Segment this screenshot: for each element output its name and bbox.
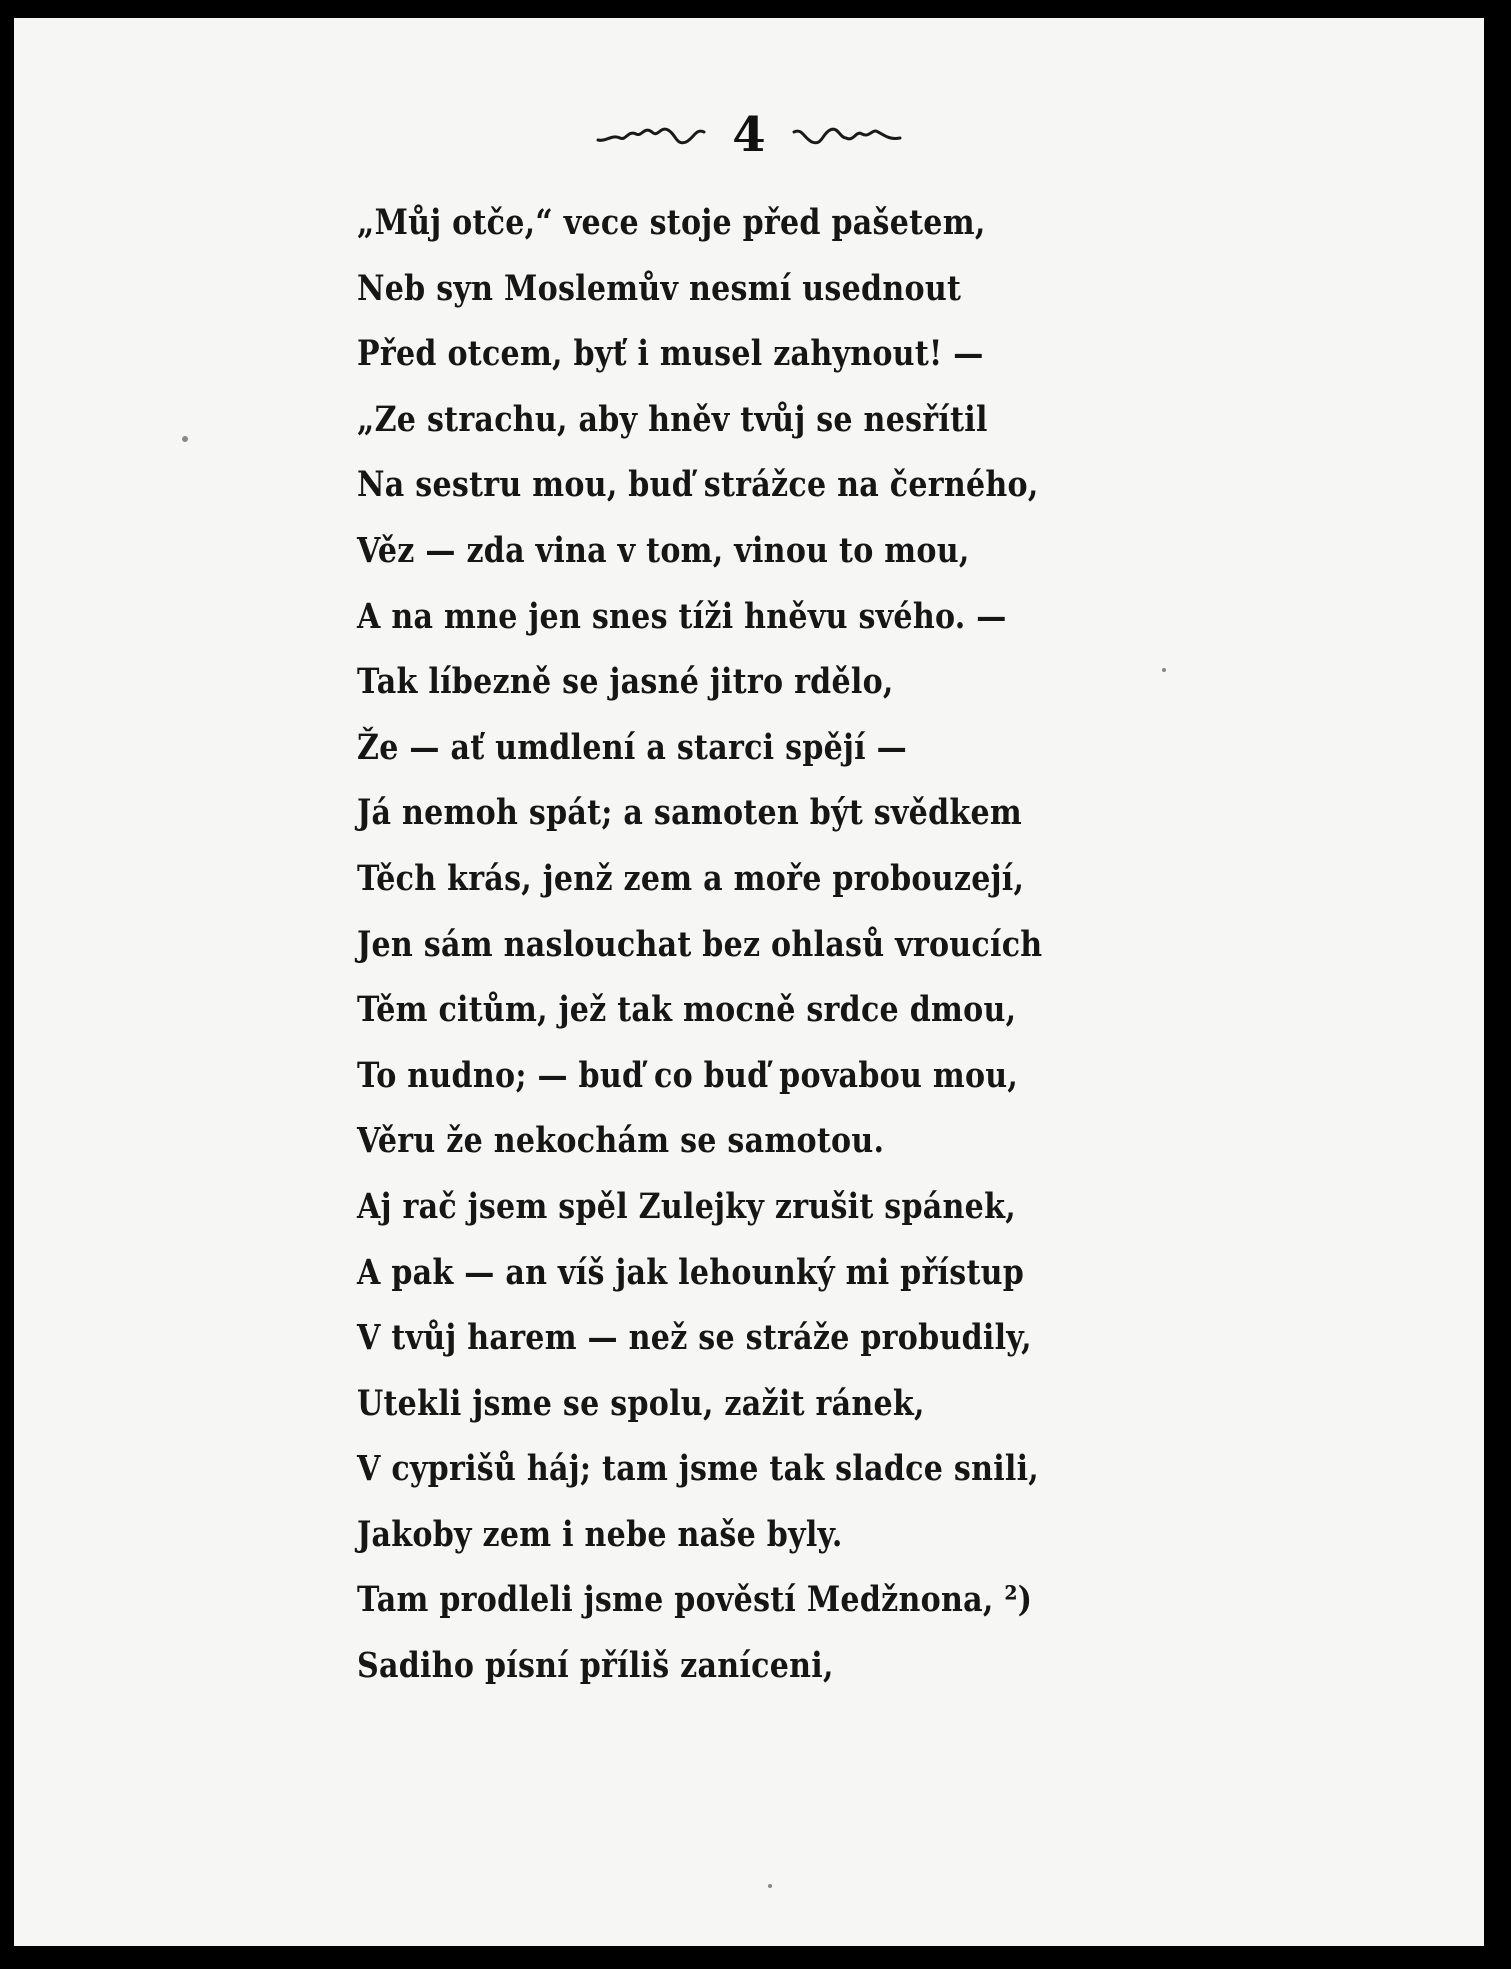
book-page — [14, 18, 1484, 1946]
verse-line: Jakoby zem i nebe naše byly. — [357, 1513, 843, 1555]
verse-line: Neb syn Moslemův nesmí usednout — [357, 267, 962, 309]
verse-line: A pak — an víš jak lehounký mi přístup — [357, 1251, 1025, 1293]
paper-speck — [1162, 668, 1166, 672]
verse-line: Těch krás, jenž zem a moře probouzejí, — [357, 857, 1025, 899]
scan-border — [1489, 0, 1511, 1969]
verse-line: Těm citům, jež tak mocně srdce dmou, — [357, 989, 1017, 1031]
verse-line: Jen sám naslouchat bez ohlasů vroucích — [357, 923, 1043, 965]
page-number: 4 — [732, 107, 766, 163]
verse-line: „Můj otče,“ vece stoje před pašetem, — [357, 202, 986, 243]
paper-speck — [182, 436, 188, 442]
verse-line: Že — ať umdlení a starci spějí — — [357, 726, 907, 768]
poem-text — [357, 190, 1154, 1699]
verse-line: To nudno; — buď co buď povabou mou, — [357, 1054, 1019, 1096]
paper-speck — [768, 1884, 772, 1888]
verse-line: Tam prodleli jsme pověstí Medžnona, ²) — [357, 1579, 1033, 1621]
verse-line: Tak líbezně se jasné jitro rdělo, — [357, 661, 894, 703]
verse-line: Před otcem, byť i musel zahynout! — — [357, 333, 984, 375]
verse-line: Sadiho písní příliš zaníceni, — [357, 1645, 834, 1687]
verse-line: Utekli jsme se spolu, zažit ránek, — [357, 1382, 925, 1424]
verse-line: „Ze strachu, aby hněv tvůj se nesřítil — [357, 398, 988, 440]
verse-line: V tvůj harem — než se stráže probudily, — [357, 1317, 1032, 1359]
verse-line: A na mne jen snes tíži hněvu svého. — — [357, 595, 1007, 637]
right-ornament-icon — [792, 120, 902, 150]
verse-line: Já nemoh spát; a samoten být svědkem — [357, 792, 1023, 834]
verse-line: Věz — zda vina v tom, vinou to mou, — [357, 529, 970, 571]
verse-line: Aj rač jsem spěl Zulejky zrušit spánek, — [357, 1185, 1016, 1227]
page-header — [14, 100, 1484, 170]
verse-line: Na sestru mou, buď strážce na černého, — [357, 464, 1039, 506]
verse-line: V cyprišů háj; tam jsme tak sladce snili, — [357, 1448, 1040, 1490]
left-ornament-icon — [596, 120, 706, 150]
verse-line: Věru že nekochám se samotou. — [357, 1120, 885, 1162]
